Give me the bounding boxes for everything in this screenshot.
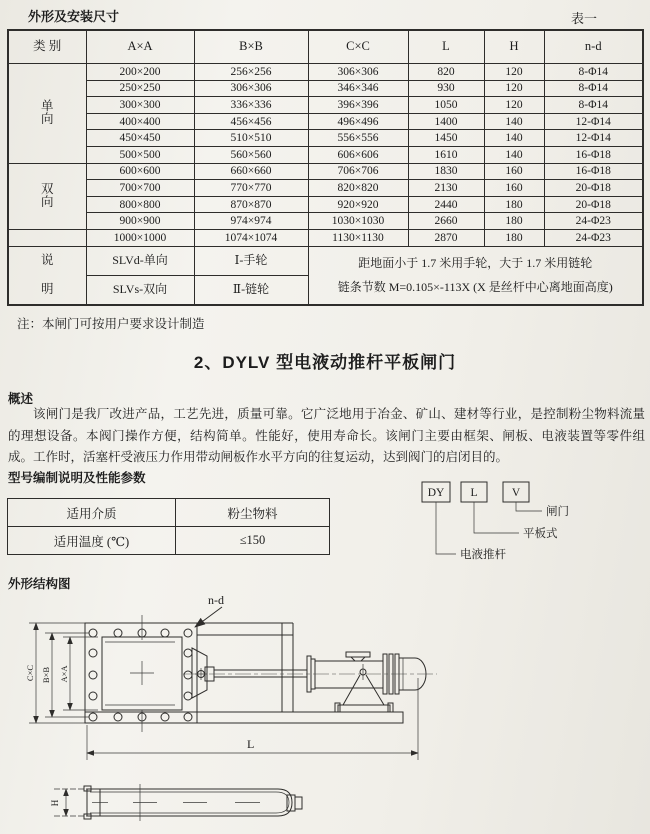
cell: 200×200 bbox=[86, 64, 194, 81]
cell: 120 bbox=[484, 97, 544, 114]
cell: 20-Φ18 bbox=[544, 196, 643, 213]
cell: 346×346 bbox=[308, 80, 408, 97]
nd-label: n-d bbox=[208, 593, 224, 607]
oil-port bbox=[346, 652, 370, 657]
cell: 400×400 bbox=[86, 113, 194, 130]
model-box-l-text: L bbox=[470, 487, 478, 499]
cell: 120 bbox=[484, 64, 544, 81]
legend-note bbox=[308, 246, 643, 305]
hydraulic-cylinder bbox=[307, 652, 426, 694]
cell: 2440 bbox=[408, 196, 484, 213]
cell: Ⅰ-手轮 bbox=[194, 246, 308, 275]
cell: 706×706 bbox=[308, 163, 408, 180]
model-label-l: 平板式 bbox=[523, 528, 558, 540]
cell: 396×396 bbox=[308, 97, 408, 114]
model-label-v: 闸门 bbox=[546, 506, 569, 518]
cell: 1400 bbox=[408, 113, 484, 130]
cell: 160 bbox=[484, 180, 544, 197]
cell: 1030×1030 bbox=[308, 213, 408, 230]
cell: 920×920 bbox=[308, 196, 408, 213]
cell: 24-Φ23 bbox=[544, 229, 643, 246]
cell: 8-Φ14 bbox=[544, 64, 643, 81]
table-row bbox=[8, 163, 643, 180]
gate-plate-body bbox=[84, 784, 302, 821]
model-box-v-text: V bbox=[511, 487, 521, 499]
cell: 660×660 bbox=[194, 163, 308, 180]
table-row bbox=[8, 146, 643, 163]
legend-note-line1: 距地面小于 1.7 米用手轮，大于 1.7 米用链轮 bbox=[358, 256, 593, 271]
group-double-char1: 双 bbox=[40, 182, 54, 197]
cell: 256×256 bbox=[194, 64, 308, 81]
overview-paragraph: 该闸门是我厂改进产品，工艺先进，质量可靠。它广泛地用于冶金、矿山、建材等行业，是控制粉尘物料流量的理想设备。本阀门操作方便，结构简单。性能好，使用寿命长。该闸门主要由框架、闸板、电液装置等零件组成。工作时，活塞杆受液压力作用带动闸板作水平方向的往复运动，达到阀门的启闭目的。 bbox=[8, 407, 645, 464]
model-box-dy-text: DY bbox=[427, 487, 445, 499]
outline-drawing bbox=[25, 588, 445, 788]
dim-l-label: L bbox=[247, 737, 255, 751]
table-row bbox=[8, 213, 643, 230]
cell: SLVs-双向 bbox=[86, 275, 194, 305]
table-row bbox=[8, 80, 643, 97]
spec-label: 适用温度 (℃) bbox=[8, 527, 176, 555]
cell: 306×306 bbox=[308, 64, 408, 81]
spec-row bbox=[8, 499, 330, 527]
table-ref-label: 表一 bbox=[571, 11, 598, 26]
cell: 12-Φ14 bbox=[544, 113, 643, 130]
cell: 930 bbox=[408, 80, 484, 97]
header-h: H bbox=[484, 30, 544, 64]
cell: Ⅱ-链轮 bbox=[194, 275, 308, 305]
table-row bbox=[8, 196, 643, 213]
header-l: L bbox=[408, 30, 484, 64]
table-row bbox=[8, 130, 643, 147]
table-header-row bbox=[8, 30, 643, 64]
cell: 8-Φ14 bbox=[544, 97, 643, 114]
section2-title: 2、DYLV 型电液动推杆平板闸门 bbox=[193, 353, 457, 372]
cell: 500×500 bbox=[86, 146, 194, 163]
cell: 250×250 bbox=[86, 80, 194, 97]
cell: 2130 bbox=[408, 180, 484, 197]
spec-value: 粉尘物料 bbox=[176, 499, 330, 527]
cell: 12-Φ14 bbox=[544, 130, 643, 147]
cell: 450×450 bbox=[86, 130, 194, 147]
table-row bbox=[8, 180, 643, 197]
group-double-char2: 向 bbox=[40, 195, 54, 210]
spec-table bbox=[7, 498, 330, 555]
cell: 16-Φ18 bbox=[544, 146, 643, 163]
cell: 510×510 bbox=[194, 130, 308, 147]
model-box-dy bbox=[422, 482, 450, 502]
cell: 140 bbox=[484, 130, 544, 147]
cell: 20-Φ18 bbox=[544, 180, 643, 197]
cell: 770×770 bbox=[194, 180, 308, 197]
bolt-holes bbox=[89, 629, 192, 721]
model-heading: 型号编制说明及性能参数 bbox=[8, 471, 146, 485]
cell: 24-Φ23 bbox=[544, 213, 643, 230]
cell: 820 bbox=[408, 64, 484, 81]
header-bxb: B×B bbox=[194, 30, 308, 64]
cell: 160 bbox=[484, 163, 544, 180]
cell: 1130×1130 bbox=[308, 229, 408, 246]
cell: 306×306 bbox=[194, 80, 308, 97]
cell: 300×300 bbox=[86, 97, 194, 114]
model-number-diagram bbox=[415, 478, 595, 568]
dim-axa-label: A×A bbox=[59, 665, 69, 683]
section1-title: 外形及安装尺寸 bbox=[28, 9, 120, 24]
dimensions-table bbox=[7, 29, 644, 306]
cell: 2660 bbox=[408, 213, 484, 230]
center-marks bbox=[130, 615, 154, 732]
model-box-l bbox=[461, 482, 487, 502]
cell: 180 bbox=[484, 229, 544, 246]
cell: 16-Φ18 bbox=[544, 163, 643, 180]
cell-empty bbox=[8, 229, 86, 246]
cell: 1450 bbox=[408, 130, 484, 147]
cell: 336×336 bbox=[194, 97, 308, 114]
dimension-cxc bbox=[25, 623, 85, 723]
header-category: 类 别 bbox=[8, 30, 86, 64]
table-row bbox=[8, 229, 643, 246]
cell: 820×820 bbox=[308, 180, 408, 197]
cell: 606×606 bbox=[308, 146, 408, 163]
spec-value: ≤150 bbox=[176, 527, 330, 555]
cell: 456×456 bbox=[194, 113, 308, 130]
cell: 180 bbox=[484, 213, 544, 230]
cell: 870×870 bbox=[194, 196, 308, 213]
cell: 496×496 bbox=[308, 113, 408, 130]
nd-callout bbox=[195, 593, 224, 627]
cell: 2870 bbox=[408, 229, 484, 246]
cell: 120 bbox=[484, 80, 544, 97]
cell: 560×560 bbox=[194, 146, 308, 163]
header-cxc: C×C bbox=[308, 30, 408, 64]
group-single-char2: 向 bbox=[40, 112, 54, 127]
cell: 600×600 bbox=[86, 163, 194, 180]
dim-bxb-label: B×B bbox=[41, 666, 51, 684]
group-single bbox=[8, 64, 86, 164]
model-box-v bbox=[503, 482, 529, 502]
cell: 1074×1074 bbox=[194, 229, 308, 246]
model-label-dy: 电液推杆 bbox=[460, 549, 506, 561]
table-footnote: 注：本闸门可按用户要求设计制造 bbox=[17, 317, 205, 331]
cell: SLVd-单向 bbox=[86, 246, 194, 275]
spec-row bbox=[8, 527, 330, 555]
dimension-h bbox=[50, 789, 90, 816]
spec-label: 适用介质 bbox=[8, 499, 176, 527]
cell: 1050 bbox=[408, 97, 484, 114]
legend-char2: 明 bbox=[40, 281, 54, 296]
table-row bbox=[8, 64, 643, 81]
legend-note-line2: 链条节数 M=0.105×-113X (X 是丝杆中心离地面高度) bbox=[337, 280, 613, 295]
group-double bbox=[8, 163, 86, 229]
cell: 8-Φ14 bbox=[544, 80, 643, 97]
gate-plate-side-view bbox=[40, 783, 320, 833]
cell: 800×800 bbox=[86, 196, 194, 213]
dim-h-label: H bbox=[50, 799, 60, 807]
cell: 556×556 bbox=[308, 130, 408, 147]
overview-heading: 概述 bbox=[8, 392, 34, 406]
base-plate bbox=[85, 712, 403, 723]
cell: 140 bbox=[484, 146, 544, 163]
cell: 140 bbox=[484, 113, 544, 130]
cell: 180 bbox=[484, 196, 544, 213]
cell: 1610 bbox=[408, 146, 484, 163]
dimension-axa bbox=[59, 637, 98, 710]
table-row bbox=[8, 97, 643, 114]
legend-row bbox=[8, 246, 643, 275]
drawing-heading: 外形结构图 bbox=[8, 577, 71, 591]
cell: 900×900 bbox=[86, 213, 194, 230]
group-single-char1: 单 bbox=[40, 99, 54, 114]
cell: 1830 bbox=[408, 163, 484, 180]
cell: 1000×1000 bbox=[86, 229, 194, 246]
header-axa: A×A bbox=[86, 30, 194, 64]
cell: 700×700 bbox=[86, 180, 194, 197]
dim-cxc-label: C×C bbox=[25, 664, 35, 682]
legend-char1: 说 bbox=[40, 253, 54, 268]
table-row bbox=[8, 113, 643, 130]
legend-label bbox=[8, 246, 86, 305]
dimension-l bbox=[87, 678, 418, 760]
cell: 974×974 bbox=[194, 213, 308, 230]
header-nd: n-d bbox=[544, 30, 643, 64]
